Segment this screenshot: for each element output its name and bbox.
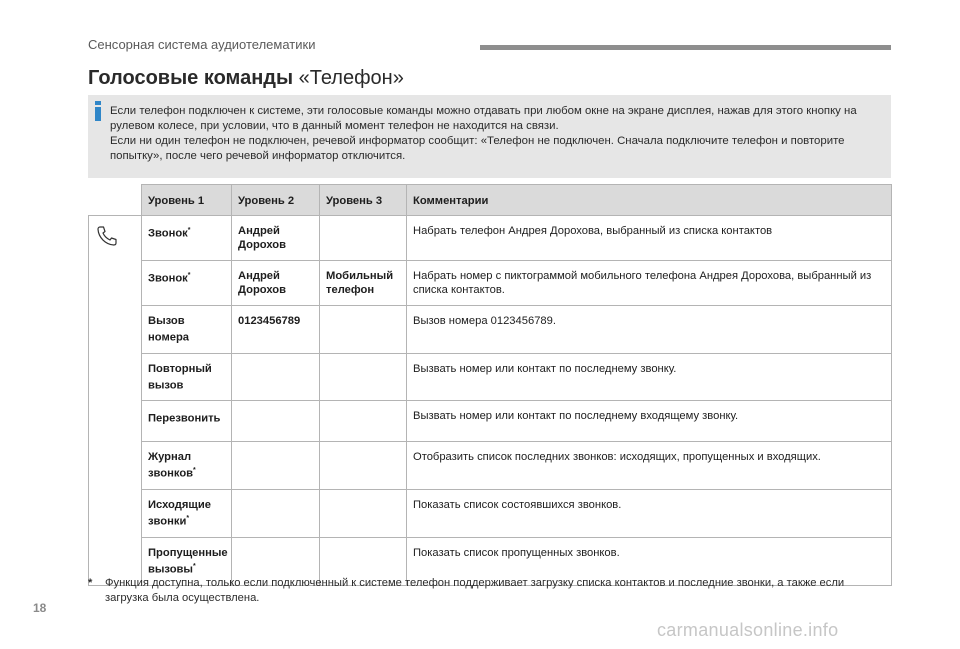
header-comments: Комментарии: [407, 185, 892, 216]
level1-cell: Повторный вызов: [142, 353, 232, 401]
comment-cell: Показать список пропущенных звонков.: [407, 537, 892, 585]
table-row: [89, 261, 892, 306]
comment-cell: Вызвать номер или контакт по последнему звонку.: [407, 353, 892, 401]
page-title: [88, 67, 404, 90]
section-header: Сенсорная система аудиотелематики: [88, 37, 316, 52]
comment-cell: Показать список состоявшихся звонков.: [407, 490, 892, 538]
header-level-3: Уровень 3: [320, 185, 407, 216]
level2-cell: [232, 401, 320, 442]
comment-cell: Набрать номер с пиктограммой мобильного телефона Андрея Дорохова, выбранный из списка контактов.: [407, 261, 892, 306]
level3-cell: [320, 306, 407, 354]
footnote-mark: *: [88, 577, 93, 589]
table-row: [89, 353, 892, 401]
footnote: [88, 576, 888, 606]
info-text: [110, 104, 886, 164]
table-row: [89, 490, 892, 538]
voice-commands-table: [88, 184, 892, 586]
phone-icon-cell: [89, 216, 142, 586]
level3-cell: [320, 401, 407, 442]
page-title-text: Голосовые команды: [88, 67, 299, 89]
info-icon: [94, 101, 102, 121]
table-row: [89, 401, 892, 442]
level2-cell: [232, 442, 320, 490]
info-paragraph: Если телефон подключен к системе, эти голосовые команды можно отдавать при любом окне на экране дисплея, нажав для этого кнопку на рулевом колесе, при условии, что в данный момент телефон не находится на связи.: [110, 105, 857, 132]
level1-cell: Журнал звонков*: [142, 442, 232, 490]
footnote-text: Функция доступна, только если подключенный к системе телефон поддерживает загрузку списка контактов и последние звонки, а также если загрузка была осуществлена.: [105, 577, 845, 604]
level3-cell: Мобильный телефон: [320, 261, 407, 306]
table-row: [89, 442, 892, 490]
level2-cell: 0123456789: [232, 306, 320, 354]
comment-cell: Набрать телефон Андрея Дорохова, выбранный из списка контактов: [407, 216, 892, 261]
level1-cell: Перезвонить: [142, 401, 232, 442]
level1-cell: Звонок*: [142, 261, 232, 306]
page-title-quoted: «Телефон»: [298, 67, 404, 89]
level1-cell: Пропущенные вызовы*: [142, 537, 232, 585]
table-row: [89, 306, 892, 354]
comment-cell: Отобразить список последних звонков: исходящих, пропущенных и входящих.: [407, 442, 892, 490]
header-level-1: Уровень 1: [142, 185, 232, 216]
level3-cell: [320, 490, 407, 538]
level3-cell: [320, 216, 407, 261]
level2-cell: Андрей Дорохов: [232, 216, 320, 261]
page-number: 18: [33, 601, 47, 615]
level1-cell: Звонок*: [142, 216, 232, 261]
header-blank: [89, 185, 142, 216]
table-header-row: [89, 185, 892, 216]
comment-cell: Вызвать номер или контакт по последнему входящему звонку.: [407, 401, 892, 442]
level3-cell: [320, 442, 407, 490]
phone-handset-icon: [95, 224, 119, 248]
header-level-2: Уровень 2: [232, 185, 320, 216]
level1-cell: Исходящие звонки*: [142, 490, 232, 538]
level2-cell: [232, 353, 320, 401]
comment-cell: Вызов номера 0123456789.: [407, 306, 892, 354]
level1-cell: Вызов номера: [142, 306, 232, 354]
header-divider-bar: [480, 45, 891, 50]
level2-cell: [232, 490, 320, 538]
level2-cell: Андрей Дорохов: [232, 261, 320, 306]
table-row: [89, 216, 892, 261]
level3-cell: [320, 353, 407, 401]
watermark: carmanualsonline.info: [657, 620, 839, 640]
info-box: [88, 95, 891, 178]
info-paragraph: Если ни один телефон не подключен, речевой информатор сообщит: «Телефон не подключен. Сначала подключите телефон и повторите попытку», после чего речевой информатор отключится.: [110, 135, 845, 162]
